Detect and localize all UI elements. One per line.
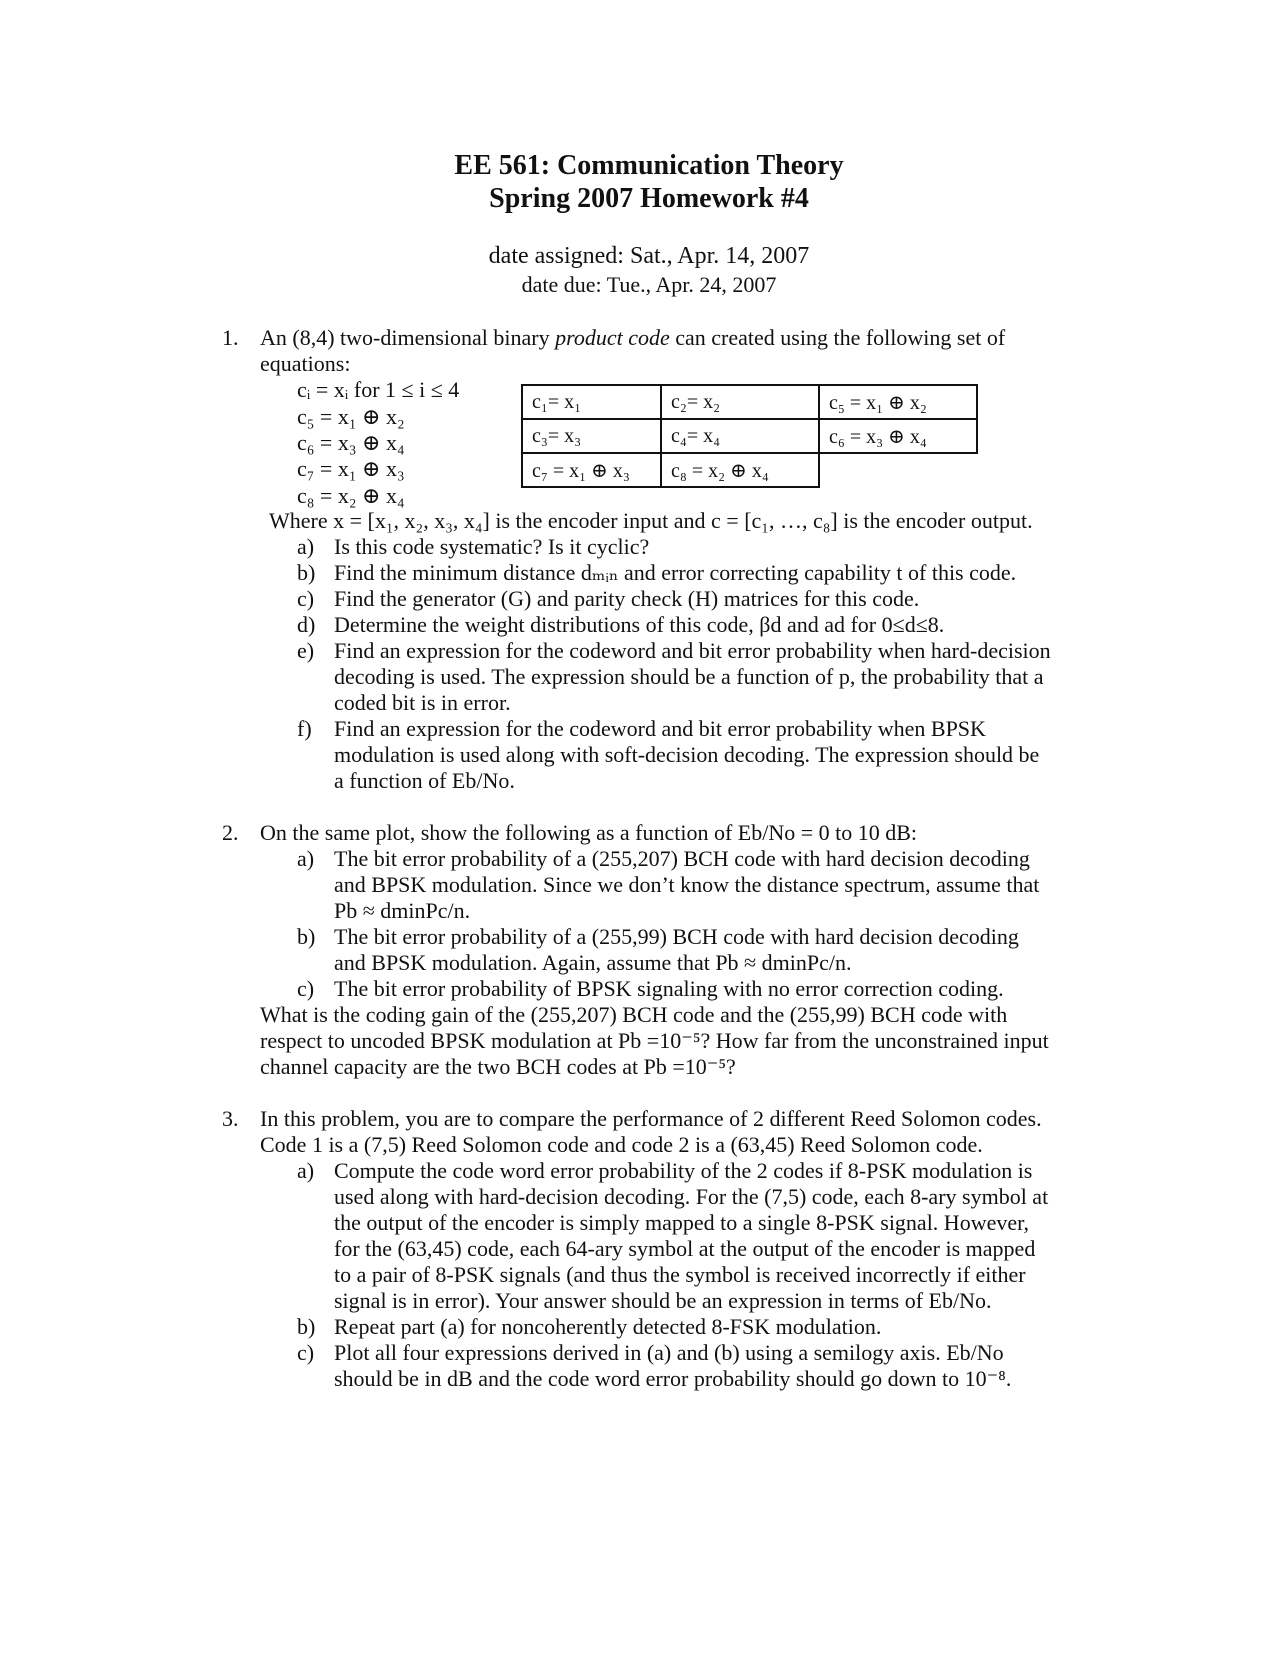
- item-text: Determine the weight distributions of this code, βd and ad for 0≤d≤8.: [334, 612, 945, 637]
- item-text: Is this code systematic? Is it cyclic?: [334, 534, 650, 559]
- item-label: c): [297, 586, 315, 611]
- table-row: [522, 419, 977, 453]
- product-code-term: product code: [555, 325, 670, 350]
- equation: c₈ = x₂ ⊕ x₄: [297, 483, 405, 508]
- item-label: b): [297, 1314, 316, 1339]
- item-label: d): [297, 612, 316, 637]
- item-label: c): [297, 1340, 315, 1365]
- table-cell: c₃= x₃: [522, 419, 661, 453]
- date-assigned: date assigned: Sat., Apr. 14, 2007: [488, 243, 810, 269]
- page-title: EE 561: Communication Theory: [454, 150, 844, 181]
- item-text: The bit error probability of a (255,207) BCH code with hard decision decoding: [334, 846, 1030, 871]
- equation: c₇ = x₁ ⊕ x₃: [297, 456, 405, 481]
- table-cell: c₇ = x₁ ⊕ x₃: [522, 453, 661, 487]
- item-text: Compute the code word error probability of the 2 codes if 8-PSK modulation is: [334, 1158, 1033, 1183]
- item-text: Find the minimum distance dₘᵢₙ and error correcting capability t of this code.: [334, 560, 1017, 585]
- table-cell: c₈ = x₂ ⊕ x₄: [661, 453, 819, 487]
- item-text: The bit error probability of a (255,99) BCH code with hard decision decoding: [334, 924, 1019, 949]
- table-cell: c₆ = x₃ ⊕ x₄: [819, 419, 977, 453]
- item-text: to a pair of 8-PSK signals (and thus the symbol is received incorrectly if either: [334, 1262, 1026, 1287]
- item-text: Find the generator (G) and parity check (H) matrices for this code.: [334, 586, 920, 611]
- equation: c₅ = x₁ ⊕ x₂: [297, 404, 405, 429]
- item-text: decoding is used. The expression should be a function of p, the probability that a: [334, 664, 1044, 689]
- table-cell: c₄= x₄: [661, 419, 819, 453]
- item-text: Plot all four expressions derived in (a) and (b) using a semilogy axis. Eb/No: [334, 1340, 1004, 1365]
- table-cell: c₁= x₁: [522, 385, 661, 419]
- problem-3-intro: In this problem, you are to compare the performance of 2 different Reed Solomon codes.: [260, 1106, 1042, 1131]
- problem-2-question: What is the coding gain of the (255,207) BCH code and the (255,99) BCH code with: [260, 1002, 1008, 1027]
- problem-1-intro: [260, 325, 1005, 351]
- where-clause: Where x = [x₁, x₂, x₃, x₄] is the encoder input and c = [c₁, …, c₈] is the encoder output.: [269, 508, 1033, 533]
- item-text: signal is in error). Your answer should be an expression in terms of Eb/No.: [334, 1288, 992, 1313]
- problem-1-intro-line2: equations:: [260, 351, 351, 376]
- problem-2-question: respect to uncoded BPSK modulation at Pb =10⁻⁵? How far from the unconstrained input: [260, 1028, 1049, 1053]
- problem-1-intro-a: An (8,4) two-dimensional binary: [260, 325, 556, 350]
- item-text: the output of the encoder is simply mapped to a single 8-PSK signal. However,: [334, 1210, 1030, 1235]
- table-cell-empty: [819, 453, 977, 487]
- item-text: and BPSK modulation. Again, assume that Pb ≈ dminPc/n.: [334, 950, 852, 975]
- item-label: f): [297, 716, 312, 741]
- item-text: and BPSK modulation. Since we don’t know the distance spectrum, assume that: [334, 872, 1040, 897]
- table-row: [522, 385, 977, 419]
- problem-2-question: channel capacity are the two BCH codes at Pb =10⁻⁵?: [260, 1054, 736, 1079]
- equation: cᵢ = xᵢ for 1 ≤ i ≤ 4: [297, 377, 460, 402]
- item-text: Find an expression for the codeword and bit error probability when hard-decision: [334, 638, 1051, 663]
- item-text: Pb ≈ dminPc/n.: [334, 898, 471, 923]
- item-label: c): [297, 976, 315, 1001]
- problem-1-intro-b: can created using the following set of: [669, 325, 1006, 350]
- item-label: a): [297, 1158, 315, 1183]
- item-text: The bit error probability of BPSK signaling with no error correction coding.: [334, 976, 1004, 1001]
- item-label: b): [297, 924, 316, 949]
- problem-3-number: 3.: [222, 1106, 239, 1131]
- item-label: e): [297, 638, 315, 663]
- item-text: used along with hard-decision decoding. For the (7,5) code, each 8-ary symbol at: [334, 1184, 1049, 1209]
- table-cell: c₂= x₂: [661, 385, 819, 419]
- item-text: modulation is used along with soft-decision decoding. The expression should be: [334, 742, 1040, 767]
- item-label: a): [297, 846, 315, 871]
- item-text: a function of Eb/No.: [334, 768, 515, 793]
- problem-2-number: 2.: [222, 820, 239, 845]
- problem-1-number: 1.: [222, 325, 239, 350]
- item-text: coded bit is in error.: [334, 690, 511, 715]
- item-text: should be in dB and the code word error probability should go down to 10⁻⁸.: [334, 1366, 1012, 1391]
- item-label: b): [297, 560, 316, 585]
- table-row: [522, 453, 977, 487]
- item-text: for the (63,45) code, each 64-ary symbol at the output of the encoder is mapped: [334, 1236, 1036, 1261]
- problem-2-intro: On the same plot, show the following as a function of Eb/No = 0 to 10 dB:: [260, 820, 918, 845]
- product-code-table: [521, 384, 978, 488]
- item-text: Find an expression for the codeword and bit error probability when BPSK: [334, 716, 986, 741]
- equation: c₆ = x₃ ⊕ x₄: [297, 430, 405, 455]
- problem-3-intro: Code 1 is a (7,5) Reed Solomon code and code 2 is a (63,45) Reed Solomon code.: [260, 1132, 983, 1157]
- table-cell: c₅ = x₁ ⊕ x₂: [819, 385, 977, 419]
- page-subtitle: Spring 2007 Homework #4: [489, 183, 809, 214]
- item-label: a): [297, 534, 315, 559]
- date-due: date due: Tue., Apr. 24, 2007: [521, 272, 777, 297]
- item-text: Repeat part (a) for noncoherently detected 8-FSK modulation.: [334, 1314, 882, 1339]
